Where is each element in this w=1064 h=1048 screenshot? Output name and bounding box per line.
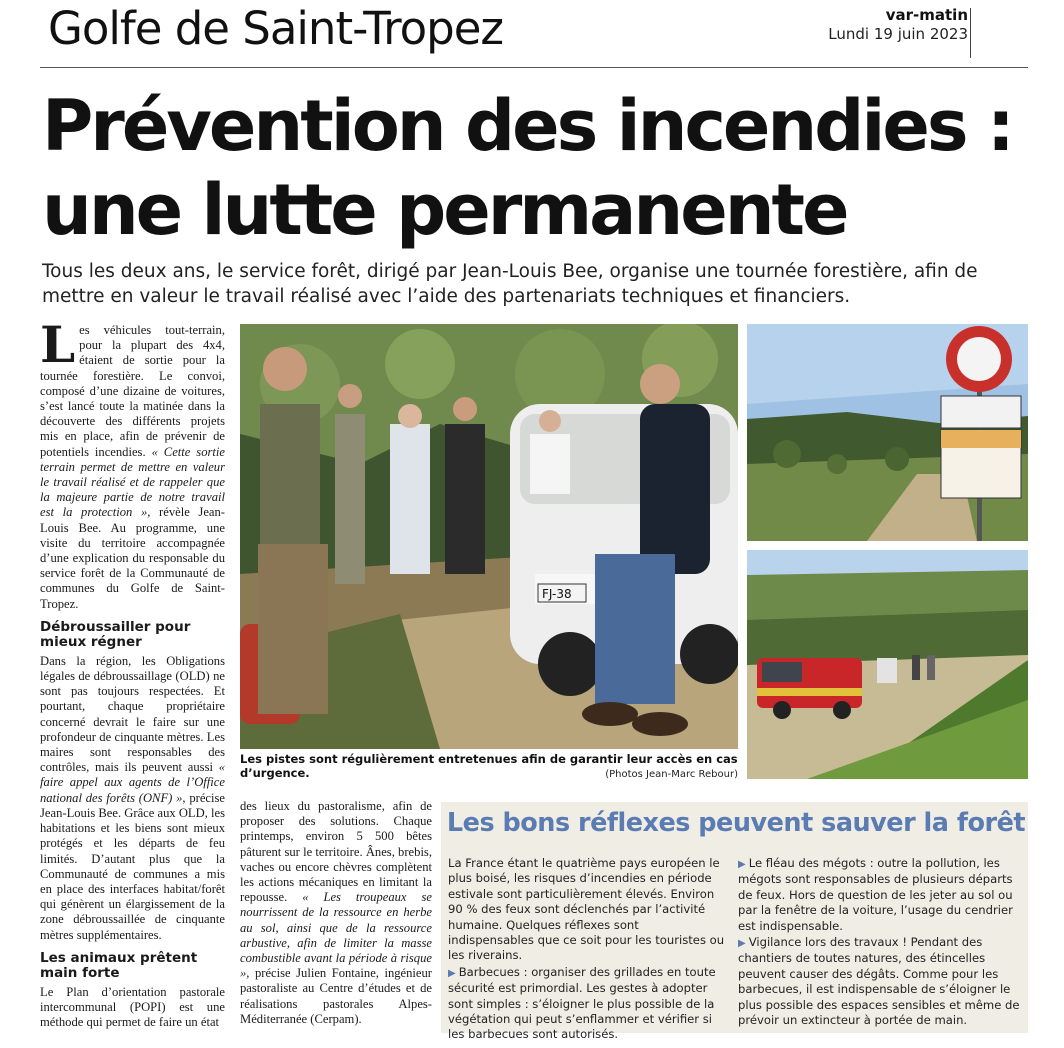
bullet-icon: ▶ — [738, 859, 746, 870]
masthead-divider — [970, 8, 971, 58]
section-title: Golfe de Saint-Tropez — [48, 2, 503, 55]
sidebar-item-travaux — [738, 935, 1022, 1028]
sidebar-box-title: Les bons réflexes peuvent sauver la forêt — [446, 808, 1026, 838]
lead-paragraph: Tous les deux ans, le service forêt, dirigé par Jean-Louis Bee, organise une tournée forestière, afin de mettre en valeur le travail réalisé avec l’aide des partenariats techniques et financiers. — [42, 261, 978, 307]
photo-road-sign — [747, 324, 1028, 541]
paragraph-old — [40, 654, 225, 943]
quote: « Les troupeaux se nourrissent de la ressource en herbe au sol, ainsi que de la ressource arbustive, afin de limiter la masse combustible avant la période à risque » — [240, 890, 432, 981]
sidebar-intro: La France étant le quatrième pays européen le plus boisé, les risques d’incendies en période estivale sont particulièrement élevés. Environ 90 % des feux sont déclenchés par l’activité humaine. Quelques réflexes sont indispensables que ce soit pour les touristes ou les riverains. — [448, 856, 725, 963]
paragraph-text: , précise Julien Fontaine, ingénieur pastoraliste au Centre d’études et de réalisations pastorales Alpes-Méditerranée (Cerpam). — [240, 966, 432, 1026]
quote: « faire appel aux agents de l’Office national des forêts (ONF) » — [40, 760, 225, 805]
sidebar-item-megots — [738, 856, 1022, 934]
sidebar-item-text: Le fléau des mégots : outre la pollution, les mégots sont responsables de plusieurs départs de feux. Hors de question de les jeter au sol ou par la fenêtre de la voiture, l’usage du cendrier est indispensable. — [738, 856, 1013, 933]
paragraph-text: , révèle Jean-Louis Bee. Au programme, une visite du territoire accompagnée d’une explication du responsable du service forêt de la Communauté de communes du Golfe de Saint-Tropez. — [40, 505, 225, 611]
paragraph-pastoralisme — [240, 799, 432, 1027]
subheading-debroussailler: Débroussailler pour mieux régner — [40, 618, 191, 650]
drop-cap: L — [40, 315, 76, 374]
sidebar-item-text: Barbecues : organiser des grillades en toute sécurité est primordial. Les gestes à adopter sont simples : s’éloigner le plus possible de la végétation qui peut s’enflammer et vérifier si les barbecues sont autorisés. — [448, 964, 716, 1042]
paragraph-text: es véhicules tout-terrain, pour la plupart des 4x4, étaient de sortie pour la tournée forestière. Le convoi, composé d’une dizaine de voitures, s’est lancé toute la matinée dans la découverte des différents projets mis en place, afin de prévenir de potentiels incendies. — [40, 323, 225, 459]
header-rule — [40, 67, 1028, 68]
headline-line-2: une lutte permanente — [42, 169, 847, 251]
sidebar-box-column-1 — [448, 856, 726, 1044]
headline-line-1: Prévention des incendies : — [42, 85, 1012, 167]
photo-caption: Les pistes sont régulièrement entretenues afin de garantir leur accès en cas d’urgence. — [240, 752, 738, 780]
photo-credit: (Photos Jean-Marc Rebour) — [605, 769, 738, 780]
bullet-icon: ▶ — [448, 967, 456, 979]
sidebar-box-column-2 — [738, 856, 1022, 1029]
photo-vineyard-fire-truck — [747, 550, 1028, 779]
paragraph-text: Dans la région, les Obligations légales de débroussaillage (OLD) ne sont pas toujours respectées. Et pourtant, chaque propriétaire concerné devrait le faire sur une profondeur de cinquante mètres. Les maires sont responsables des contrôles, mais ils peuvent aussi — [40, 653, 225, 775]
newspaper-brand: var-matin — [885, 6, 968, 24]
photo-forest-tour-group — [240, 324, 738, 749]
article-column-2 — [240, 799, 432, 1029]
article-column-1 — [40, 315, 226, 1032]
paragraph-text: des lieux du pastoralisme, afin de proposer des solutions. Chaque printemps, environ 5 500 bêtes pâturent sur le territoire. Ânes, brebis, vaches ou encore chèvres complètent les actions mécaniques en limitant la repousse. — [240, 799, 432, 905]
paragraph-popi: Le Plan d’orientation pastorale intercommunal (POPI) est une méthode qui permet de faire un état — [40, 984, 225, 1030]
quote: « Cette sortie terrain permet de mettre en valeur le travail réalisé et de rappeler que la majeure partie de notre travail est la protection » — [40, 444, 225, 520]
bullet-icon: ▶ — [738, 938, 746, 950]
license-plate: FJ-38 — [542, 587, 572, 601]
sidebar-item-barbecues — [448, 965, 726, 1043]
paragraph-intro — [40, 315, 225, 612]
paragraph-text: , précise Jean-Louis Bee. Grâce aux OLD, les habitations et les biens sont mieux protégés et les départs de feu limités. D’autant plus que la Communauté de communes a mis en place des interfaces habitat/forêt qui génèrent un élargissement de la zone débroussaillée de cinquante mètres supplémentaires. — [40, 790, 226, 942]
sidebar-item-text: Vigilance lors des travaux ! Pendant des chantiers de toutes natures, des étincelles peuvent causer des dégâts. Comme pour les barbecues, il est indispensable de s’éloigner le plus possible des espaces sensibles et même de prévoir un extincteur à portée de main. — [738, 935, 1020, 1028]
headline — [42, 84, 1022, 252]
publication-date: Lundi 19 juin 2023 — [828, 25, 968, 43]
subheading-animaux: Les animaux prêtent main forte — [40, 949, 198, 981]
masthead — [828, 6, 968, 43]
